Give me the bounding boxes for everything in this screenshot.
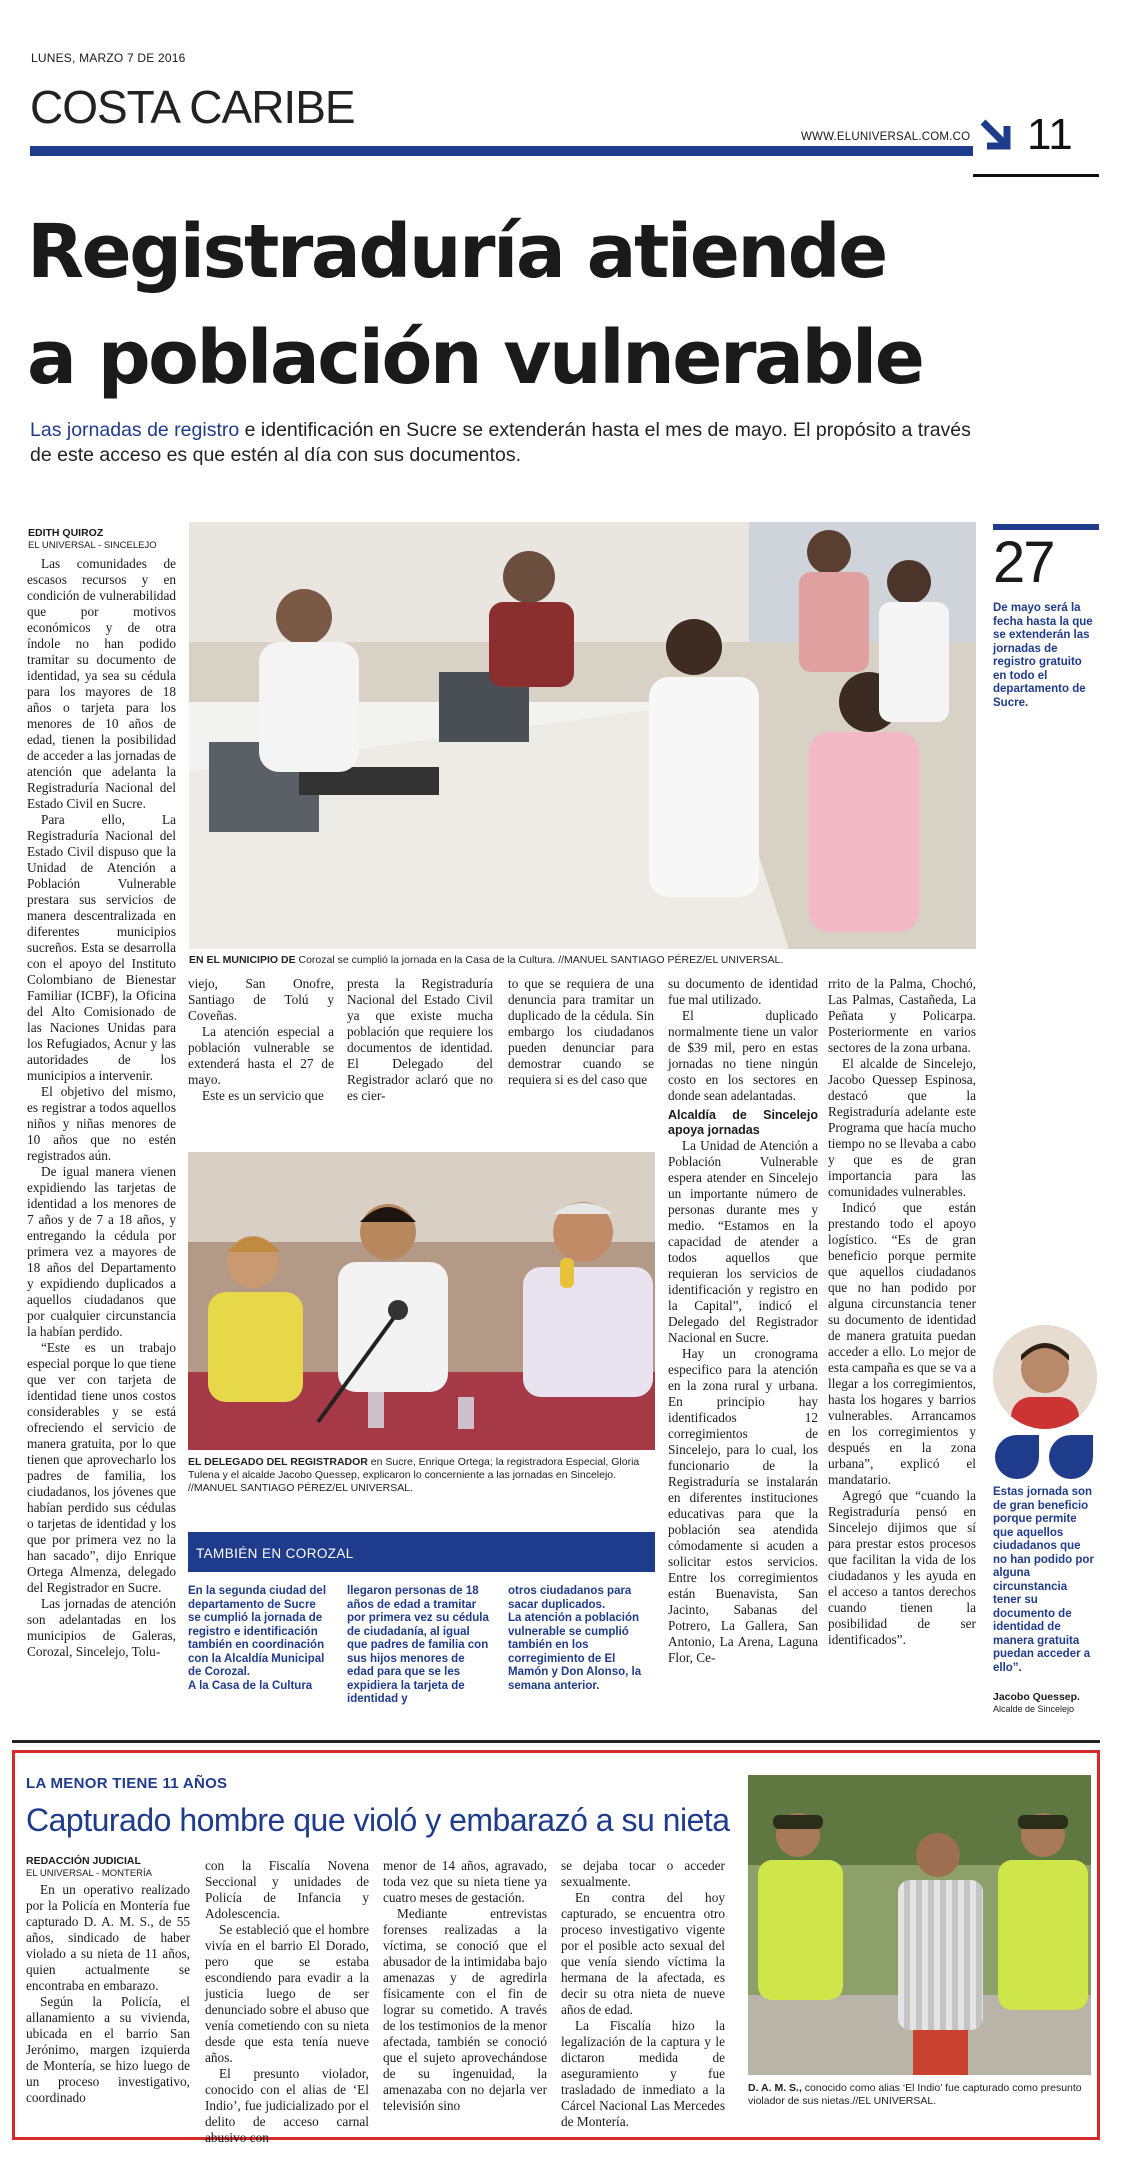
paragraph: se dejaba tocar o acceder sexualmente. bbox=[561, 1858, 725, 1889]
box-column-2 bbox=[347, 1585, 490, 1707]
arrow-down-right-icon bbox=[979, 116, 1019, 161]
quote-author: Jacobo Quessep. bbox=[993, 1691, 1080, 1703]
paragraph: Mediante entrevistas forenses realizadas a la víctima, se conoció que el abusador de la intimidaba bajo amenazas y de agredirla físicamente con el fin de lograr su cometido. A través de los testimonios de la menor afectada, también se conoció que el sujeto aprovechándose de su ingenuidad, la amenazaba con no dejarla ver televisión sino bbox=[383, 1906, 547, 2113]
paragraph: La Fiscalía hizo la legalización de la captura y le dictaron medida de aseguramiento y fue trasladado de inmediato a la Cárcel Nacional Las Mercedes de Montería. bbox=[561, 2018, 725, 2129]
paragraph: to que se requiera de una denuncia para tramitar un duplicado de la cédula. Sin embargo los ciudadanos pueden denunciar para demostrar cuando se requiera si es del caso que bbox=[508, 976, 654, 1087]
paragraph: Se estableció que el hombre vivía en el barrio El Dorado, pero que se estaba escondiendo para evadir a la justicia luego de ser denunciado sobre el abuso que venía cometiendo con su nieta desde que esta tenía nueve años. bbox=[205, 1922, 369, 2065]
paragraph: viejo, San Onofre, Santiago de Tolú y Coveñas. bbox=[188, 976, 334, 1023]
paragraph: Este es un servicio que bbox=[202, 1088, 324, 1103]
press-conference-photo bbox=[188, 1152, 655, 1450]
arrest-caption-text: conocido como alias ‘El Indio’ fue capturado como presunto violador de sus nietas.//EL UNIVERSAL. bbox=[748, 2082, 1082, 2107]
box-column-1 bbox=[188, 1585, 331, 1693]
article-column-1 bbox=[27, 556, 176, 1660]
article-divider bbox=[12, 1740, 1100, 1743]
box-text: otros ciudadanos para sacar duplicados. bbox=[508, 1585, 632, 1611]
byline: EDITH QUIROZ bbox=[28, 527, 104, 539]
byline-source: EL UNIVERSAL - SINCELEJO bbox=[28, 540, 157, 551]
box-text: La atención a población vulnerable se cumplió también en los corregimiento de El Mamón y Don Alonso, la semana anterior. bbox=[508, 1612, 642, 1692]
paragraph: rrito de la Palma, Chochó, Las Palmas, Castañeda, La Peñata y Policarpa. Posteriormente en varios sectores de la zona urbana. bbox=[828, 976, 976, 1055]
registration-office-photo bbox=[189, 522, 976, 949]
box-text: A la Casa de la Cultura bbox=[188, 1679, 313, 1692]
photo1-caption bbox=[189, 954, 976, 967]
sidebar-number: 27 bbox=[993, 530, 1054, 595]
photo2-caption-text: en Sucre, Enrique Ortega; la registradora Especial, Gloria Tulena y el alcalde Jacobo Quessep, explicaron lo concerniente a las jornadas en Sincelejo. //MANUEL SANTIAGO PÉREZ/EL UNIVERSAL. bbox=[188, 1456, 640, 1494]
paragraph: Las comunidades de escasos recursos y en condición de vulnerabilidad que por motivos económicos y de otra índole no han podido tramitar su documento de identidad, ya sea su cédula para los mayores de 18 años o tarjeta para los menores de 10 años de edad, tienen la posibilidad de acceder a las jornadas de atención que adelanta la Registraduría Nacional del Estado Civil en Sucre. bbox=[27, 556, 176, 811]
paragraph: con la Fiscalía Novena Seccional y unidades de Policía de Infancia y Adolescencia. bbox=[205, 1858, 369, 1921]
second-headline: Capturado hombre que violó y embarazó a su nieta bbox=[26, 1802, 730, 1838]
paragraph: El duplicado normalmente tiene un valor de $39 mil, pero en estas jornadas no tiene ningún costo en los sectores en donde sean adelantadas. bbox=[668, 1008, 818, 1103]
sidebar-box-header bbox=[188, 1532, 655, 1572]
quote-marks-icon bbox=[993, 1435, 1097, 1484]
paragraph: La Unidad de Atención a Población Vulnerable espera atender en Sincelejo un importante número de personas durante mes y medio. “Estamos en la capacidad de atender a todos aquellos que requieran los servicios de identificación y registro en la Capital”, indicó el Delegado del Registrador Nacional en Sucre. bbox=[668, 1138, 818, 1345]
article-column-5 bbox=[668, 976, 818, 1666]
paragraph: Agregó que “cuando la Registraduría pensó en Sincelejo dijimos que sí para prestar estos procesos que facilitan la vida de los ciudadanos y les ayuda en el acceso a tantos derechos cuando tienen la posibilidad de ser identificados”. bbox=[828, 1488, 976, 1647]
sidebar-quote: Estas jornada son de gran beneficio porque permite que aquellos ciudadanos que no han podido por alguna circunstancia tener su documento de identidad de manera gratuita puedan acceder a ello”. bbox=[993, 1486, 1094, 1674]
mayor-portrait bbox=[993, 1325, 1097, 1429]
paragraph: La atención especial a población vulnerable se extenderá hasta el 27 de mayo. bbox=[188, 1024, 334, 1087]
header-rule bbox=[30, 146, 1099, 156]
subheadline-text: e identificación en Sucre se extenderán hasta el mes de mayo. El propósito a través de este acceso es que estén al día con sus documentos. bbox=[30, 419, 971, 466]
photo1-caption-text: Corozal se cumplió la jornada en la Casa de la Cultura. //MANUEL SANTIAGO PÉREZ/EL UNIVERSAL. bbox=[295, 954, 784, 966]
paragraph: Hay un cronograma especifico para la atención en la zona rural y urbana. En principio hay identificados 12 corregimientos de Sincelejo, para lo cual, los funcionario de la Registraduría se instalarán en diferentes instituciones educativas para que la población sea atendida cómodamente si acuden a solicitar estos servicios. Entre los corregimientos están Buenavista, San Jacinto, Sabanas del Potrero, La Gallera, San Antonio, La Arena, Laguna Flor, Ce- bbox=[668, 1346, 818, 1665]
paragraph: De igual manera vienen expidiendo las tarjetas de identidad a los menores de 7 años y de 7 a 18 años, y entregando la cédula por primera vez a mayores de 18 años del Departamento y expidiendo duplicados a aquellos ciudadanos que por cualquier circunstancia la habían perdido. bbox=[27, 1164, 176, 1339]
paragraph: Indicó que están prestando todo el apoyo logístico. “Es de gran beneficio porque permite que aquellos ciudadanos que no han podido por alguna circunstancia tener su documento de identidad de manera gratuita puedan acceder a ello. Lo mejor de esta campaña es que se va a llegar a los corregimientos, hasta los hogares y barrios vulnerables. Arrancamos en los corregimientos y después en la zona urbana”, explicó el mandatario. bbox=[828, 1200, 976, 1487]
quote-role: Alcalde de Sincelejo bbox=[993, 1704, 1075, 1714]
second-column-4 bbox=[561, 1858, 725, 2130]
sidebar-box-title: TAMBIÉN EN COROZAL bbox=[196, 1546, 354, 1561]
second-kicker: LA MENOR TIENE 11 AÑOS bbox=[26, 1775, 228, 1792]
page-number-box bbox=[973, 112, 1099, 177]
article-column-2 bbox=[188, 976, 334, 1104]
photo2-caption bbox=[188, 1456, 655, 1495]
paragraph: El alcalde de Sincelejo, Jacobo Quessep Espinosa, destacó que la Registraduría adelante este Programa que hacía mucho tiempo no se llevaba a cabo y que es de gran importancia para las comunidades vulnerables. bbox=[828, 1056, 976, 1199]
section-title: COSTA CARIBE bbox=[30, 81, 355, 133]
second-column-1 bbox=[26, 1882, 190, 2106]
second-byline-source: EL UNIVERSAL - MONTERÍA bbox=[26, 1868, 152, 1879]
page-number: 11 bbox=[1027, 110, 1073, 159]
subheadline bbox=[30, 418, 990, 468]
sidebar-text: De mayo será la fecha hasta la que se extenderán las jornadas de registro gratuito en todo el departamento de Sucre. bbox=[993, 602, 1093, 709]
paragraph: Las jornadas de atención son adelantadas en los municipios de Galeras, Corozal, Sincelejo, Tolu- bbox=[27, 1596, 176, 1659]
photo2-caption-lead: EL DELEGADO DEL REGISTRADOR bbox=[188, 1456, 368, 1468]
paragraph: En contra del hoy capturado, se encuentra otro proceso investigativo vigente por el posible acto sexual del que venía siendo víctima la hermana de la afectada, es decir su otra nieta de nueve años de edad. bbox=[561, 1890, 725, 2017]
paragraph: En un operativo realizado por la Policía en Montería fue capturado D. A. M. S., de 55 años, sindicado de haber violado a su nieta de 11 años, quien actualmente se encontraba en embarazo. bbox=[26, 1882, 190, 1993]
paragraph: Según la Policía, el allanamiento a su vivienda, ubicada en el barrio San Jerónimo, margen izquierda de Montería, se hizo luego de un proceso investigativo, coordinado bbox=[26, 1994, 190, 2105]
second-byline: REDACCIÓN JUDICIAL bbox=[26, 1855, 141, 1867]
article-column-3 bbox=[347, 976, 493, 1104]
arrest-photo bbox=[748, 1775, 1091, 2075]
paragraph: Para ello, La Registraduría Nacional del Estado Civil dispuso que la Unidad de Atención a Población Vulnerable prestara sus servicios de manera descentralizada en diferentes municipios sucreños. Esta se desarrolla con el apoyo del Instituto Colombiano de Bienestar Familiar (ICBF), la Oficina del Alto Comisionado de las Naciones Unidas para los Refugiados, Acnur y las autoridades de los municipios a intervenir. bbox=[27, 812, 176, 1083]
second-column-3 bbox=[383, 1858, 547, 2114]
box-text: llegaron personas de 18 años de edad a tramitar por primera vez su cédula de ciudadanía, al igual que padres de familia con sus hijos menores de edad para que se les expidiera la tarjeta de identidad y bbox=[347, 1585, 489, 1705]
box-text: En la segunda ciudad del departamento de Sucre se cumplió la jornada de registro e identificación también en coordinación con la Alcaldía Municipal de Corozal. bbox=[188, 1585, 327, 1678]
photo1-caption-lead: EN EL MUNICIPIO DE bbox=[189, 954, 296, 966]
paragraph: El objetivo del mismo, es registrar a todos aquellos niños y niñas menores de 10 años que no estén registrados aún. bbox=[27, 1084, 176, 1163]
paragraph: El presunto violador, conocido con el alias de ‘El Indio’, fue judicializado por el delito de acceso carnal abusivo con bbox=[205, 2066, 369, 2145]
article-column-6 bbox=[828, 976, 976, 1648]
box-column-3 bbox=[508, 1585, 654, 1693]
paragraph: presta la Registraduría Nacional del Estado Civil ya que existe mucha población que requiere los documentos de identidad. El Delegado del Registrador aclaró que no es cier- bbox=[347, 976, 493, 1103]
arrest-photo-caption bbox=[748, 2082, 1091, 2108]
arrest-caption-lead: D. A. M. S., bbox=[748, 2082, 802, 2094]
section-subhead: Alcaldía de Sincelejo apoya jornadas bbox=[668, 1108, 818, 1137]
article-column-4 bbox=[508, 976, 654, 1088]
second-column-2 bbox=[205, 1858, 369, 2146]
headline-line2: a población vulnerable bbox=[27, 315, 923, 401]
paragraph: menor de 14 años, agravado, toda vez que su nieta tiene ya cuatro meses de gestación. bbox=[383, 1858, 547, 1905]
paragraph: su documento de identidad fue mal utilizado. bbox=[668, 976, 818, 1007]
page-date: LUNES, MARZO 7 DE 2016 bbox=[31, 51, 186, 65]
paragraph: “Este es un trabajo especial porque lo que tiene que ver con tarjeta de identidad tiene unos costos considerables y se está ofreciendo el servicio de manera gratuita, por lo que tienen que aprovecharlo los padres de familia, los ciudadanos, los jóvenes que habían perdido sus cédulas o tarjetas de identidad y los que por primera vez no la han sacado”, dijo Enrique Ortega Almenza, delegado del Registrador en Sucre. bbox=[27, 1340, 176, 1595]
headline-line1: Registraduría atiende bbox=[27, 209, 886, 295]
website-link[interactable]: WWW.ELUNIVERSAL.COM.CO bbox=[801, 131, 971, 143]
subheadline-highlight: Las jornadas de registro bbox=[30, 419, 240, 441]
